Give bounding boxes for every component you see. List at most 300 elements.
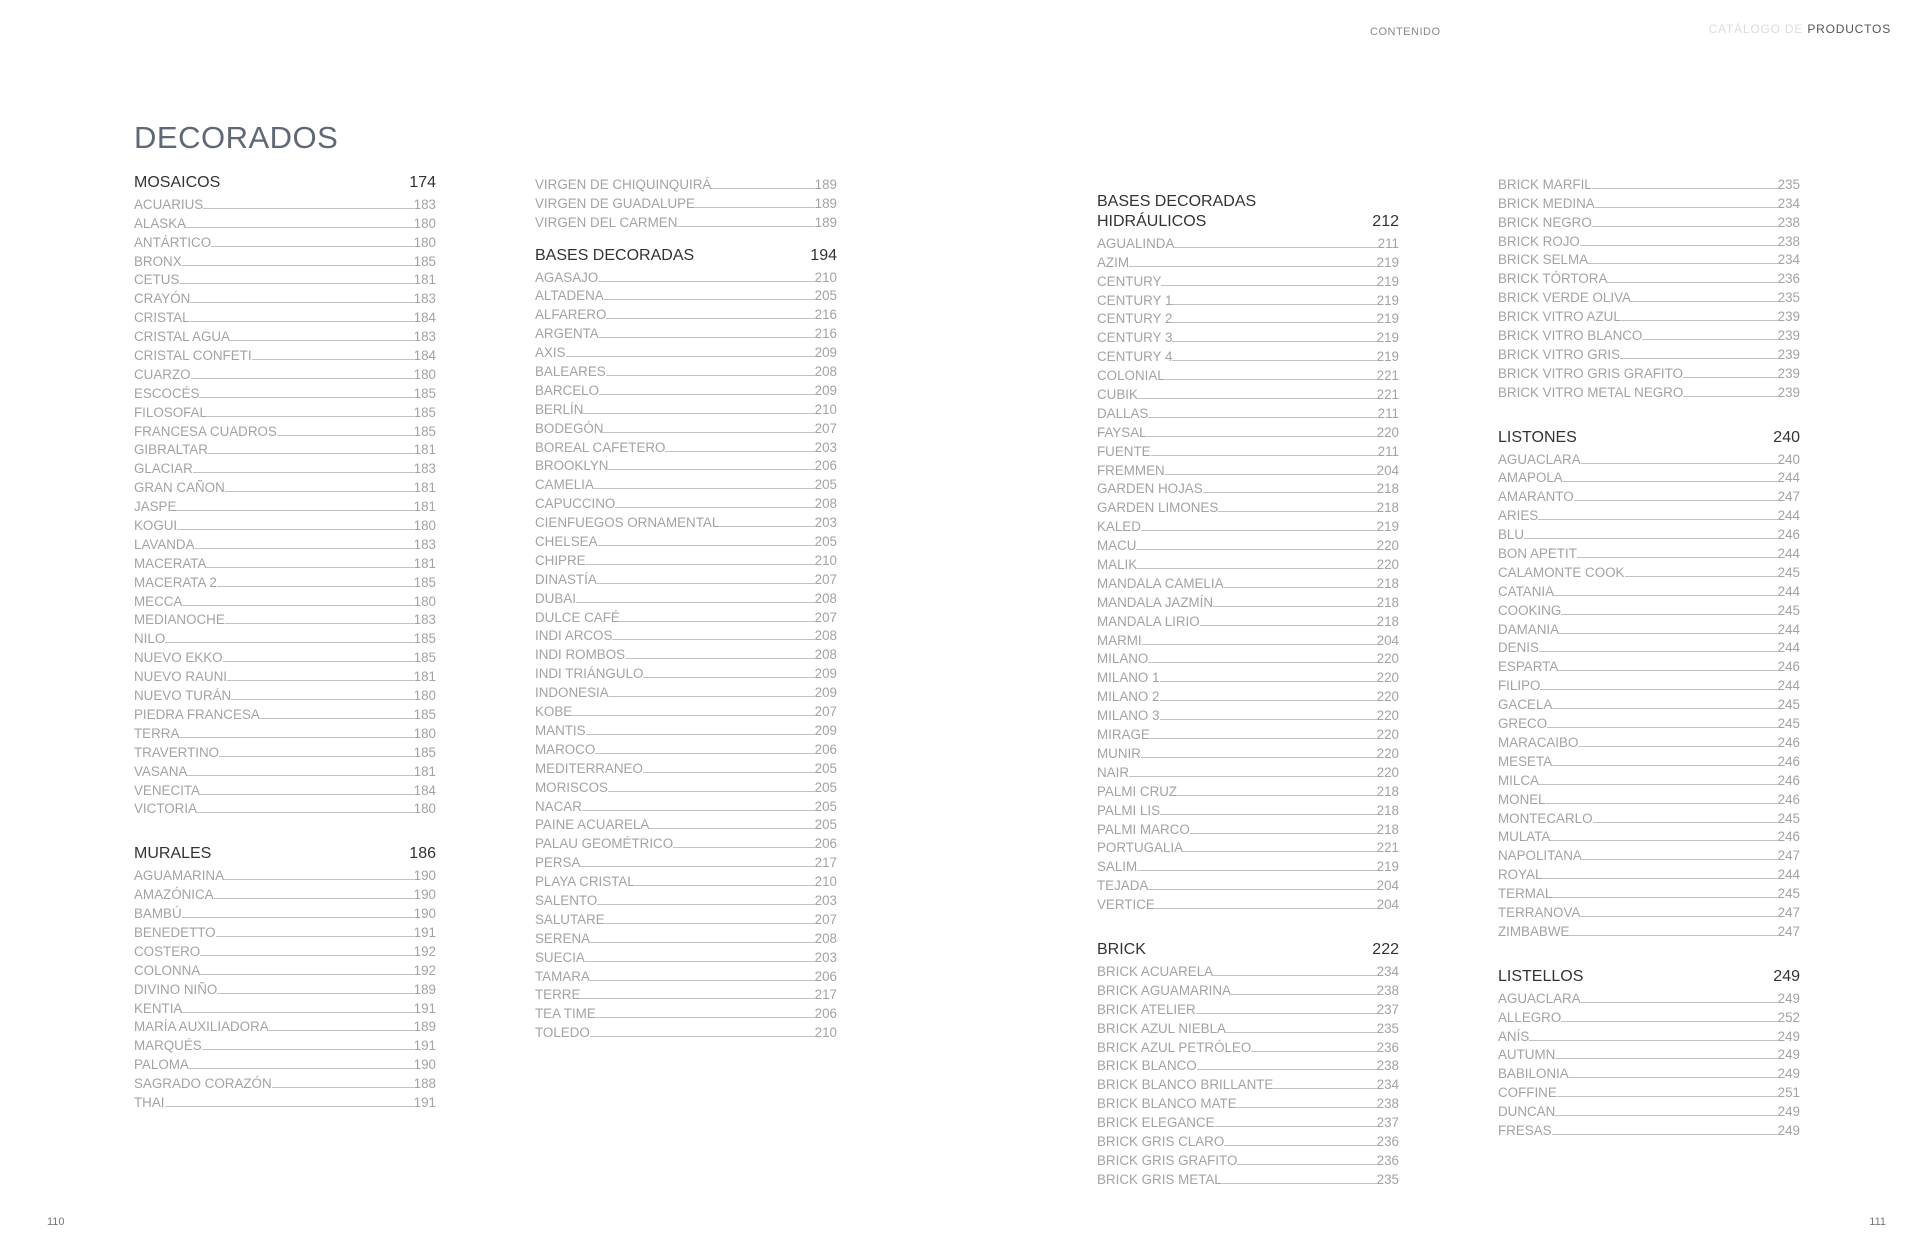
entry-name: MARÍA AUXILIADORA bbox=[134, 1019, 269, 1035]
index-entry bbox=[134, 1016, 436, 1035]
entry-page-number: 247 bbox=[1777, 923, 1800, 939]
index-entry bbox=[1097, 960, 1399, 979]
entry-name: BROOKLYN bbox=[535, 458, 609, 474]
leader-line bbox=[1559, 633, 1778, 634]
index-entry bbox=[535, 870, 837, 889]
entry-name: AMARANTO bbox=[1498, 489, 1574, 505]
entry-name: MANDALA JAZMÍN bbox=[1097, 594, 1214, 610]
entry-page-number: 205 bbox=[814, 288, 837, 304]
section-title: BASES DECORADAS bbox=[535, 246, 695, 264]
entry-name: NUEVO TURÁN bbox=[134, 688, 232, 704]
entry-name: TOLEDO bbox=[535, 1025, 590, 1041]
entry-name: MORISCOS bbox=[535, 779, 608, 795]
entry-page-number: 210 bbox=[814, 401, 837, 417]
index-entry bbox=[1097, 874, 1399, 893]
index-entry bbox=[134, 344, 436, 363]
leader-line bbox=[1539, 651, 1778, 652]
index-entry bbox=[535, 681, 837, 700]
section-page-number: 212 bbox=[1372, 213, 1399, 230]
leader-line bbox=[1546, 803, 1778, 804]
entry-page-number: 208 bbox=[814, 628, 837, 644]
leader-line bbox=[566, 356, 815, 357]
entry-page-number: 219 bbox=[1376, 330, 1399, 346]
index-entry bbox=[535, 492, 837, 511]
entry-name: INDONESIA bbox=[535, 685, 609, 701]
entry-name: ESCOCÉS bbox=[134, 385, 200, 401]
leader-line bbox=[217, 586, 414, 587]
leader-line bbox=[1148, 889, 1376, 890]
entry-page-number: 216 bbox=[814, 307, 837, 323]
index-entry bbox=[1097, 893, 1399, 912]
entry-name: PORTUGALIA bbox=[1097, 840, 1184, 856]
index-entry bbox=[1498, 1100, 1800, 1119]
entry-page-number: 180 bbox=[413, 801, 436, 817]
entry-page-number: 220 bbox=[1376, 689, 1399, 705]
leader-line bbox=[608, 469, 814, 470]
entry-page-number: 209 bbox=[814, 666, 837, 682]
leader-line bbox=[252, 359, 414, 360]
entry-page-number: 238 bbox=[1777, 214, 1800, 230]
section-page-number: 186 bbox=[409, 845, 436, 863]
index-entry bbox=[1498, 655, 1800, 674]
entry-page-number: 217 bbox=[814, 855, 837, 871]
entry-name: BRICK ROJO bbox=[1498, 233, 1580, 249]
leader-line bbox=[711, 188, 814, 189]
index-entry bbox=[1498, 920, 1800, 939]
section-page-number: 174 bbox=[409, 174, 436, 191]
entry-name: COFFINE bbox=[1498, 1085, 1557, 1101]
entry-page-number: 220 bbox=[1376, 538, 1399, 554]
entry-page-number: 245 bbox=[1777, 716, 1800, 732]
entry-name: VIRGEN DE GUADALUPE bbox=[535, 195, 695, 211]
leader-line bbox=[193, 472, 414, 473]
index-entry bbox=[1097, 666, 1399, 685]
entry-page-number: 234 bbox=[1376, 963, 1399, 979]
entry-page-number: 235 bbox=[1777, 176, 1800, 192]
leader-line bbox=[208, 453, 414, 454]
index-column bbox=[1498, 173, 1800, 1138]
entry-name: BRICK ELEGANCE bbox=[1097, 1115, 1215, 1131]
index-entry bbox=[535, 738, 837, 757]
entry-page-number: 246 bbox=[1777, 734, 1800, 750]
entry-name: BALEARES bbox=[535, 364, 606, 380]
leader-line bbox=[1129, 266, 1377, 267]
entry-page-number: 208 bbox=[814, 364, 837, 380]
index-entry bbox=[1498, 324, 1800, 343]
index-entry bbox=[1097, 979, 1399, 998]
entry-page-number: 189 bbox=[413, 1019, 436, 1035]
leader-line bbox=[1542, 878, 1777, 879]
index-entry bbox=[1097, 723, 1399, 742]
entry-page-number: 183 bbox=[413, 461, 436, 477]
entry-name: BRICK BLANCO bbox=[1097, 1058, 1197, 1074]
index-entry bbox=[535, 322, 837, 341]
leader-line bbox=[1155, 908, 1377, 909]
entry-page-number: 210 bbox=[814, 269, 837, 285]
leader-line bbox=[585, 961, 815, 962]
leader-line bbox=[1592, 188, 1778, 189]
index-entry bbox=[1498, 788, 1800, 807]
index-entry bbox=[134, 684, 436, 703]
leader-line bbox=[1593, 822, 1778, 823]
index-entry bbox=[1498, 448, 1800, 467]
leader-line bbox=[199, 397, 413, 398]
entry-name: THAI bbox=[134, 1094, 165, 1110]
index-entry bbox=[535, 549, 837, 568]
leader-line bbox=[1231, 994, 1377, 995]
entry-page-number: 191 bbox=[413, 924, 436, 940]
leader-line bbox=[1539, 784, 1778, 785]
index-entry bbox=[1097, 799, 1399, 818]
entry-name: ANTÁRTICO bbox=[134, 234, 212, 250]
index-entry bbox=[535, 341, 837, 360]
index-entry bbox=[1097, 270, 1399, 289]
leader-line bbox=[572, 715, 814, 716]
index-entry bbox=[1498, 485, 1800, 504]
index-entry bbox=[134, 798, 436, 817]
entry-page-number: 220 bbox=[1376, 557, 1399, 573]
leader-line bbox=[1683, 396, 1777, 397]
entry-page-number: 180 bbox=[413, 215, 436, 231]
leader-line bbox=[1165, 474, 1377, 475]
index-entry bbox=[535, 473, 837, 492]
entry-name: CUBIK bbox=[1097, 387, 1138, 403]
entry-name: BRICK AZUL NIEBLA bbox=[1097, 1020, 1226, 1036]
entry-name: BERLÍN bbox=[535, 401, 584, 417]
entry-name: DULCE CAFÉ bbox=[535, 609, 620, 625]
index-entry bbox=[1498, 901, 1800, 920]
index-entry bbox=[134, 665, 436, 684]
entry-name: AMAPOLA bbox=[1498, 470, 1563, 486]
index-entry bbox=[1097, 1073, 1399, 1092]
leader-line bbox=[1642, 339, 1777, 340]
index-entry bbox=[134, 533, 436, 552]
header-catalog-light: CATÁLOGO DE bbox=[1708, 22, 1804, 36]
leader-line bbox=[207, 416, 414, 417]
index-entry bbox=[1097, 1130, 1399, 1149]
entry-name: AGUACLARA bbox=[1498, 451, 1581, 467]
index-column bbox=[1097, 192, 1399, 1187]
entry-name: ESPARTA bbox=[1498, 659, 1559, 675]
index-entry bbox=[1498, 286, 1800, 305]
entry-name: COLONIAL bbox=[1097, 368, 1165, 384]
index-entry bbox=[134, 514, 436, 533]
leader-line bbox=[1183, 851, 1377, 852]
leader-line bbox=[1213, 975, 1377, 976]
entry-page-number: 181 bbox=[413, 442, 436, 458]
leader-line bbox=[182, 265, 414, 266]
index-entry bbox=[1498, 712, 1800, 731]
leader-line bbox=[177, 529, 414, 530]
index-entry bbox=[1498, 882, 1800, 901]
entry-name: AMAZÓNICA bbox=[134, 887, 214, 903]
entry-page-number: 184 bbox=[413, 348, 436, 364]
index-entry bbox=[134, 722, 436, 741]
index-entry bbox=[134, 1091, 436, 1110]
leader-line bbox=[1561, 1021, 1777, 1022]
entry-name: MILANO 1 bbox=[1097, 670, 1160, 686]
entry-name: ARGENTA bbox=[535, 326, 599, 342]
leader-line bbox=[580, 866, 814, 867]
index-entry bbox=[134, 590, 436, 609]
leader-line bbox=[1151, 455, 1378, 456]
entry-name: FUENTE bbox=[1097, 443, 1151, 459]
entry-name: ALLEGRO bbox=[1498, 1009, 1562, 1025]
entry-page-number: 184 bbox=[413, 310, 436, 326]
index-entry bbox=[1498, 826, 1800, 845]
leader-line bbox=[1621, 320, 1778, 321]
index-entry bbox=[1097, 534, 1399, 553]
index-entry bbox=[1097, 383, 1399, 402]
index-entry bbox=[535, 643, 837, 662]
index-entry bbox=[535, 285, 837, 304]
entry-name: CENTURY bbox=[1097, 273, 1162, 289]
leader-line bbox=[1141, 757, 1377, 758]
leader-line bbox=[1137, 568, 1376, 569]
index-entry bbox=[535, 832, 837, 851]
leader-line bbox=[182, 1012, 413, 1013]
index-entry bbox=[1498, 267, 1800, 286]
index-section bbox=[1097, 940, 1399, 1187]
index-entry bbox=[134, 363, 436, 382]
leader-line bbox=[1148, 417, 1377, 418]
leader-line bbox=[594, 488, 815, 489]
entry-page-number: 183 bbox=[413, 612, 436, 628]
entry-name: GRAN CAÑON bbox=[134, 480, 225, 496]
page-number-left: 110 bbox=[47, 1216, 65, 1228]
entry-page-number: 205 bbox=[814, 779, 837, 795]
entry-name: MARMI bbox=[1097, 632, 1142, 648]
leader-line bbox=[673, 847, 815, 848]
entry-name: COLONNA bbox=[134, 962, 201, 978]
leader-line bbox=[597, 583, 815, 584]
index-entry bbox=[134, 231, 436, 250]
entry-name: PAINE ACUARELA bbox=[535, 817, 650, 833]
entry-page-number: 181 bbox=[413, 763, 436, 779]
entry-name: BRICK GRIS CLARO bbox=[1097, 1133, 1225, 1149]
entry-page-number: 203 bbox=[814, 439, 837, 455]
leader-line bbox=[1577, 557, 1778, 558]
entry-name: BENEDETTO bbox=[134, 924, 216, 940]
leader-line bbox=[1150, 738, 1377, 739]
leader-line bbox=[200, 955, 413, 956]
entry-name: ALTADENA bbox=[535, 288, 604, 304]
leader-line bbox=[190, 302, 413, 303]
leader-line bbox=[582, 810, 815, 811]
entry-page-number: 181 bbox=[413, 480, 436, 496]
index-entry bbox=[134, 287, 436, 306]
entry-name: MILANO bbox=[1097, 651, 1149, 667]
index-entry bbox=[1498, 523, 1800, 542]
entry-page-number: 218 bbox=[1376, 500, 1399, 516]
entry-name: ZIMBABWE bbox=[1498, 923, 1570, 939]
entry-page-number: 238 bbox=[1777, 233, 1800, 249]
index-entry bbox=[535, 662, 837, 681]
leader-line bbox=[1190, 833, 1377, 834]
leader-line bbox=[606, 318, 814, 319]
leader-line bbox=[225, 623, 414, 624]
leader-line bbox=[615, 507, 814, 508]
entry-page-number: 206 bbox=[814, 741, 837, 757]
index-entry bbox=[134, 1053, 436, 1072]
leader-line bbox=[1569, 1077, 1778, 1078]
index-entry bbox=[1097, 232, 1399, 251]
leader-line bbox=[599, 394, 815, 395]
leader-line bbox=[1625, 576, 1778, 577]
leader-line bbox=[612, 639, 814, 640]
entry-name: CALAMONTE COOK bbox=[1498, 564, 1625, 580]
index-entry bbox=[134, 883, 436, 902]
entry-name: PALMI MARCO bbox=[1097, 821, 1190, 837]
index-entry bbox=[134, 495, 436, 514]
leader-line bbox=[608, 791, 815, 792]
leader-line bbox=[206, 567, 413, 568]
entry-page-number: 235 bbox=[1376, 1171, 1399, 1187]
entry-name: MONTECARLO bbox=[1498, 810, 1593, 826]
header-catalog-strong: PRODUCTOS bbox=[1807, 22, 1891, 36]
index-entry bbox=[134, 1072, 436, 1091]
leader-line bbox=[269, 1030, 414, 1031]
index-entry bbox=[535, 360, 837, 379]
section-page-number: 249 bbox=[1773, 967, 1800, 985]
page-title: DECORADOS bbox=[134, 120, 339, 155]
leader-line bbox=[1136, 549, 1376, 550]
index-entry bbox=[535, 511, 837, 530]
entry-name: AXIS bbox=[535, 345, 566, 361]
entry-name: CIENFUEGOS ORNAMENTAL bbox=[535, 515, 720, 531]
index-entry bbox=[535, 379, 837, 398]
entry-name: MIRAGE bbox=[1097, 727, 1150, 743]
index-entry bbox=[535, 455, 837, 474]
entry-name: INDI ROMBOS bbox=[535, 647, 626, 663]
leader-line bbox=[1200, 625, 1377, 626]
index-entry bbox=[535, 192, 837, 211]
entry-page-number: 244 bbox=[1777, 621, 1800, 637]
entry-page-number: 238 bbox=[1376, 1096, 1399, 1112]
leader-line bbox=[1224, 1145, 1376, 1146]
leader-line bbox=[1237, 1164, 1376, 1165]
entry-name: CRAYÓN bbox=[134, 291, 191, 307]
index-entry bbox=[1097, 629, 1399, 648]
entry-page-number: 189 bbox=[814, 176, 837, 192]
entry-page-number: 185 bbox=[413, 706, 436, 722]
index-entry bbox=[1097, 818, 1399, 837]
entry-name: VENECITA bbox=[134, 782, 200, 798]
index-entry bbox=[1097, 1149, 1399, 1168]
entry-name: VIRGEN DE CHIQUINQUIRÁ bbox=[535, 176, 712, 192]
entry-name: PIEDRA FRANCESA bbox=[134, 706, 260, 722]
leader-line bbox=[217, 993, 413, 994]
entry-page-number: 244 bbox=[1777, 640, 1800, 656]
index-entry bbox=[1498, 1062, 1800, 1081]
entry-page-number: 220 bbox=[1376, 670, 1399, 686]
index-entry bbox=[134, 779, 436, 798]
leader-line bbox=[599, 337, 815, 338]
entry-page-number: 236 bbox=[1376, 1133, 1399, 1149]
entry-page-number: 245 bbox=[1777, 564, 1800, 580]
entry-name: DAMANIA bbox=[1498, 621, 1560, 637]
entry-page-number: 185 bbox=[413, 385, 436, 401]
index-entry bbox=[1097, 591, 1399, 610]
entry-name: JASPE bbox=[134, 499, 177, 515]
index-entry bbox=[535, 700, 837, 719]
entry-page-number: 210 bbox=[814, 1025, 837, 1041]
leader-line bbox=[1222, 1183, 1377, 1184]
entry-name: GARDEN HOJAS bbox=[1097, 481, 1203, 497]
entry-page-number: 218 bbox=[1376, 613, 1399, 629]
entry-page-number: 209 bbox=[814, 685, 837, 701]
index-entry bbox=[1097, 251, 1399, 270]
entry-name: TERMAL bbox=[1498, 886, 1553, 902]
entry-name: TERRE bbox=[535, 987, 581, 1003]
entry-page-number: 204 bbox=[1376, 632, 1399, 648]
leader-line bbox=[1550, 840, 1777, 841]
index-entry bbox=[134, 269, 436, 288]
leader-line bbox=[1203, 492, 1377, 493]
leader-line bbox=[583, 413, 814, 414]
entry-name: PALMI CRUZ bbox=[1097, 783, 1178, 799]
entry-page-number: 247 bbox=[1777, 489, 1800, 505]
index-entry bbox=[1498, 381, 1800, 400]
leader-line bbox=[176, 510, 413, 511]
leader-line bbox=[643, 677, 814, 678]
index-entry bbox=[1498, 693, 1800, 712]
entry-page-number: 239 bbox=[1777, 365, 1800, 381]
entry-page-number: 249 bbox=[1777, 1066, 1800, 1082]
entry-name: CRISTAL bbox=[134, 310, 190, 326]
index-entry bbox=[1498, 504, 1800, 523]
index-entry bbox=[1498, 211, 1800, 230]
entry-name: NACAR bbox=[535, 798, 582, 814]
entry-name: NILO bbox=[134, 631, 166, 647]
entry-name: MILANO 3 bbox=[1097, 708, 1160, 724]
section-title: HIDRÁULICOS bbox=[1097, 213, 1207, 230]
leader-line bbox=[225, 491, 414, 492]
entry-name: BRICK VITRO GRIS bbox=[1498, 346, 1621, 362]
index-entry bbox=[535, 173, 837, 192]
index-entry bbox=[134, 382, 436, 401]
entry-name: DENIS bbox=[1498, 640, 1539, 656]
entry-page-number: 219 bbox=[1376, 292, 1399, 308]
index-entry bbox=[535, 1002, 837, 1021]
leader-line bbox=[1552, 897, 1777, 898]
entry-page-number: 246 bbox=[1777, 527, 1800, 543]
index-entry bbox=[134, 325, 436, 344]
entry-page-number: 244 bbox=[1777, 678, 1800, 694]
header-catalog-label bbox=[1709, 22, 1891, 36]
entry-page-number: 218 bbox=[1376, 481, 1399, 497]
leader-line bbox=[1581, 463, 1778, 464]
index-entry bbox=[535, 889, 837, 908]
index-entry bbox=[535, 927, 837, 946]
entry-page-number: 217 bbox=[814, 987, 837, 1003]
leader-line bbox=[580, 998, 814, 999]
leader-line bbox=[200, 794, 414, 795]
index-entry bbox=[134, 902, 436, 921]
index-entry bbox=[1097, 402, 1399, 421]
leader-line bbox=[586, 734, 815, 735]
entry-page-number: 246 bbox=[1777, 753, 1800, 769]
entry-page-number: 218 bbox=[1376, 594, 1399, 610]
entry-name: BABILONIA bbox=[1498, 1066, 1569, 1082]
leader-line bbox=[1595, 207, 1778, 208]
leader-line bbox=[190, 321, 414, 322]
index-entry bbox=[134, 997, 436, 1016]
index-entry bbox=[1097, 515, 1399, 534]
index-entry bbox=[535, 398, 837, 417]
entry-name: MANDALA LIRIO bbox=[1097, 613, 1200, 629]
leader-line bbox=[272, 1087, 414, 1088]
